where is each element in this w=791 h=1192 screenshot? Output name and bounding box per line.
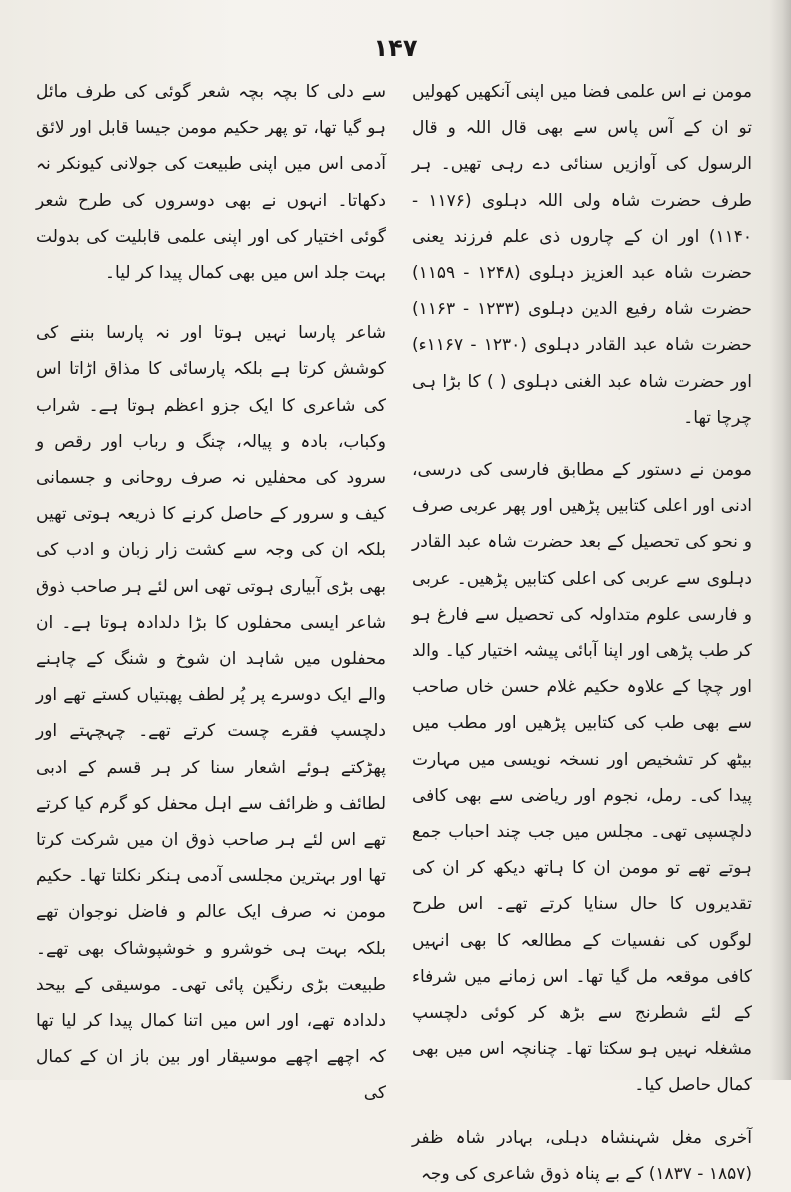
page-spine-shadow: [769, 0, 791, 1080]
left-text-column: [36, 74, 386, 1112]
paragraph-delhi-poetry: سے دلی کا بچہ بچہ شعر گوئی کی طرف مائل ہو گیا تھا، تو پھر حکیم مومن جیسا قابل اور لائق آدمی اس میں اپنی طبیعت کی جولانی کیونکر نہ دکھاتا۔ انہوں نے بھی دوسروں کی طرح شعر گوئی اختیار کی اور اپنی علمی قابلیت کی بدولت بہت جلد اس میں بھی کمال پیدا کر لیا۔: [36, 82, 386, 284]
paragraph-momin-education: مومن نے دستور کے مطابق فارسی کی درسی، ادنی اور اعلی کتابیں پڑھیں اور پھر عربی صرف و نحو کی تحصیل کے بعد حضرت شاہ عبد القادر دہلوی سے عربی کی اعلی کتابیں پڑھیں۔ عربی و فارسی علوم متداولہ کی تحصیل سے فارغ ہو کر طب پڑھی اور اپنا آبائی پیشہ اختیار کیا۔ والد اور چچا کے علاوہ حکیم غلام حسن خاں صاحب سے بھی طب کی کتابیں پڑھیں اور مطب میں بیٹھ کر تشخیص اور نسخہ نویسی میں مہارت پیدا کی۔ رمل، نجوم اور ریاضی سے بھی کافی دلچسپی تھی۔ مجلس میں جب چند احباب جمع ہوتے تھے تو مومن ان کا ہاتھ دیکھ کر ان کی تقدیروں کا حال سنایا کرتے تھے۔ اس طرح لوگوں کی نفسیات کے مطالعہ کا بھی انہیں کافی موقعہ مل گیا تھا۔ اس زمانے میں شرفاء کے لئے شطرنج سے بڑھ کر کوئی دلچسپ مشغلہ نہیں ہو سکتا تھا۔ چنانچہ اس میں بھی کمال حاصل کیا۔: [412, 460, 752, 1096]
paragraph-poet-gatherings: شاعر پارسا نہیں ہوتا اور نہ پارسا بننے کی کوشش کرتا ہے بلکہ پارسائی کا مذاق اڑاتا اس کی شاعری کا ایک جزو اعظم ہوتا ہے۔ شراب وکباب، بادہ و پیالہ، چنگ و رباب اور رقص و سرود کی محفلیں نہ صرف روحانی و جسمانی کیف و سرور کے حاصل کرنے کا ذریعہ ہوتی تھیں بلکہ ان کی وجہ سے کشت زار زبان و ادب کی بھی بڑی آبیاری ہوتی تھی اس لئے ہر صاحب ذوق شاعر ایسی محفلوں کا بڑا دلدادہ ہوتا ہے۔ ان محفلوں میں شاہد ان شوخ و شنگ کے چاہنے والے ایک دوسرے پر پُر لطف پھبتیاں کستے تھے اور دلچسپ فقرے چست کرتے تھے۔ چہچہتے اور پھڑکتے ہوئے اشعار سنا کر ہر قسم کے ادبی لطائف و ظرائف سے اہل محفل کو گرم کیا کرتے تھے اس لئے ہر صاحب ذوق ان میں شرکت کرتا تھا اور بہترین مجلسی آدمی ہنکر نکلتا تھا۔ حکیم مومن نہ صرف ایک عالم و فاضل نوجوان تھے بلکہ بہت ہی خوشرو و خوشپوشاک بھی تھے۔ طبیعت بڑی رنگین پائی تھی۔ موسیقی کے بیحد دلدادہ تھے، اور اس میں اتنا کمال پیدا کر لیا تھا کہ اچھے اچھے موسیقار اور بین باز ان کے کمال کی: [36, 323, 386, 1104]
page-number: ۱۴۷: [373, 34, 418, 62]
paragraph-bahadur-shah: آخری مغل شہنشاہ دہلی، بہادر شاہ ظفر (۱۸۵۷ - ۱۸۳۷) کے بے پناہ ذوق شاعری کی وجہ: [412, 1127, 752, 1184]
paragraph-momin-environment: مومن نے اس علمی فضا میں اپنی آنکھیں کھولیں تو ان کے آس پاس سے بھی قال اللہ و قال الرسول کی آوازیں سنائی دے رہی تھیں۔ ہر طرف حضرت شاہ ولی اللہ دہلوی (۱۱۷۶ - ۱۱۴۰) اور ان کے چاروں ذی علم فرزند یعنی حضرت شاہ عبد العزیز دہلوی (۱۲۴۸ - ۱۱۵۹) حضرت شاہ رفیع الدین دہلوی (۱۲۳۳ - ۱۱۶۳) حضرت شاہ عبد القادر دہلوی (۱۲۳۰ - ۱۱۶۷ء) اور حضرت شاہ عبد الغنی دہلوی ( ) کا بڑا ہی چرچا تھا۔: [412, 82, 752, 428]
right-text-column: [412, 74, 752, 1192]
